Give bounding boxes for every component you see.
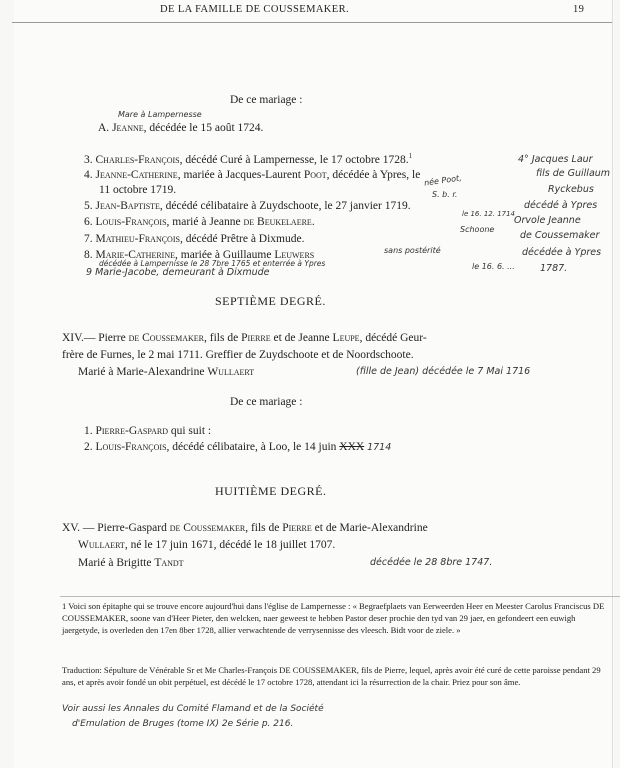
running-header: DE LA FAMILLE DE COUSSEMAKER. xyxy=(160,4,350,15)
entry-num: XIV.— xyxy=(62,332,96,344)
annotation-item-8: sans postérité xyxy=(384,246,441,255)
item-name: Marie-Catherine xyxy=(95,249,175,261)
degree7-line1 xyxy=(62,332,427,344)
item-3 xyxy=(84,152,412,166)
item-num: 6. xyxy=(84,216,93,228)
annotation-margin: 1787. xyxy=(540,263,568,274)
item-a-name: Jeanne xyxy=(112,122,144,134)
item-text: , décédé célibataire, à Loo, le 14 juin xyxy=(166,441,340,453)
item-name: Jean-Baptiste xyxy=(95,200,160,212)
footnote-2: Traduction: Sépulture de Vénérable Sr et Me Charles-François DE COUSSEMAKER, fils de Pierre, lequel, après avoir été curé de cette paroisse pendant 29 ans, et après avoir fondé un obit perpétuel, est décédé le 17 octobre 1728, attendant ici la résurrection de la chair. Priez pour son âme. xyxy=(62,665,601,688)
item-num: 4. xyxy=(84,169,93,181)
item-num: 1. xyxy=(84,425,93,437)
item-5 xyxy=(84,200,411,212)
item-text: , mariée à Guillaume xyxy=(175,249,275,261)
entry-name: Pierre xyxy=(282,522,312,534)
item-text: , marié à Jeanne xyxy=(166,216,244,228)
degree7-line3 xyxy=(78,366,254,378)
item-name2: Leuwers xyxy=(274,249,315,261)
item-name: Louis-François xyxy=(95,441,167,453)
annotation-margin: née Poot, xyxy=(423,173,463,188)
header-rule xyxy=(12,22,612,23)
entry-text: , décédé Geur- xyxy=(359,332,427,344)
item-name: Jeanne-Catherine xyxy=(95,169,178,181)
annotation-margin: le 16. 12. 1714 xyxy=(462,210,516,218)
item-name: Mathieu-François xyxy=(95,233,180,245)
item-text2: . xyxy=(311,216,315,228)
entry-text: Marié à Marie-Alexandrine xyxy=(78,366,208,378)
annotation-date: 1714 xyxy=(367,442,392,453)
footnote-rule xyxy=(60,596,620,597)
degree7-child2 xyxy=(84,441,391,453)
degree8-line1 xyxy=(62,522,428,534)
item-name: Pierre-Gaspard xyxy=(95,425,168,437)
annotation-margin: de Coussemaker xyxy=(520,230,600,241)
item-num: 8. xyxy=(84,249,93,261)
degree8-line2 xyxy=(78,539,335,551)
annotation-top: Mare à Lampernesse xyxy=(118,110,202,119)
item-4 xyxy=(84,169,420,181)
entry-name: Leupe xyxy=(332,332,360,344)
annotation-degree7: (fille de Jean) décédée le 7 Mai 1716 xyxy=(356,366,531,377)
entry-name: Wullaert xyxy=(78,539,125,551)
annotation-margin: Orvole Jeanne xyxy=(514,215,581,226)
item-text: qui suit : xyxy=(167,425,212,437)
entry-text: Marié à Brigitte xyxy=(78,557,155,569)
item-7 xyxy=(84,233,304,245)
degree8-line3 xyxy=(78,557,184,569)
item-a-text: , décédée le 15 août 1724. xyxy=(143,122,264,134)
footnote-annotation-2: d'Emulation de Bruges (tome IX) 2e Série p. 216. xyxy=(72,719,294,729)
entry-text: et de Jeanne xyxy=(270,332,333,344)
item-num: 5. xyxy=(84,200,93,212)
annotation-margin: le 16. 6. ... xyxy=(472,262,515,271)
entry-name: Tandt xyxy=(154,557,184,569)
entry-name: de Coussemaker xyxy=(169,522,246,534)
item-name2: Poot xyxy=(303,169,327,181)
section1-intro: De ce mariage : xyxy=(230,94,303,106)
item-a xyxy=(98,122,263,134)
entry-text: XV. — Pierre-Gaspard xyxy=(62,522,170,534)
item-text: , décédé Prêtre à Dixmude. xyxy=(179,233,305,245)
entry-text: et de Marie-Alexandrine xyxy=(311,522,428,534)
item-num: 3. xyxy=(84,153,93,166)
struck-text: XXX xyxy=(339,441,365,453)
item-4-cont: 11 octobre 1719. xyxy=(99,184,177,196)
item-text: , mariée à Jacques-Laurent xyxy=(177,169,304,181)
entry-text: , fils de xyxy=(204,332,242,344)
item-text: , décédé Curé à Lampernesse, le 17 octobre 1728. xyxy=(179,153,409,166)
footnote-ref: 1 xyxy=(408,152,413,160)
page-edge xyxy=(612,0,613,768)
item-text: , décédé célibataire à Zuydschoote, le 27 janvier 1719. xyxy=(159,200,411,212)
footnote-annotation-1: Voir aussi les Annales du Comité Flamand et de la Société xyxy=(62,704,324,714)
item-text2: , décédée à Ypres, le xyxy=(326,169,421,181)
degree7-line2: frère de Furnes, le 2 mai 1711. Greffier de Zuydschoote et de Noordschoote. xyxy=(62,349,414,361)
degree8-heading: HUITIÈME DEGRÉ. xyxy=(215,484,327,498)
degree7-child1 xyxy=(84,425,211,437)
item-name: Louis-François xyxy=(95,216,167,228)
annotation-margin: décédée à Ypres xyxy=(522,247,602,258)
annotation-item-9: 9 Marie-Jacobe, demeurant à Dixmude xyxy=(86,267,270,278)
entry-text: Pierre xyxy=(95,332,129,344)
degree7-heading: SEPTIÈME DEGRÉ. xyxy=(215,294,326,308)
item-6 xyxy=(84,216,315,228)
annotation-margin: Schoone xyxy=(460,225,495,234)
annotation-item-8b: décédée à Lampernisse le 28 7bre 1765 et enterrée à Ypres xyxy=(99,259,326,268)
entry-text: , né le 17 juin 1671, décédé le 18 juillet 1707. xyxy=(124,539,336,551)
footnote-1: 1 Voici son épitaphe qui se trouve encore aujourd'hui dans l'église de Lampernesse : « Begraefplaets van Eerweerden Heer en Meester Carolus Franciscus DE COUSSEMAKER, soone van d'Heer Pieter, den welcken, naer geweest te hebben Pastor deser prochie den tyd van 29 jaer, en gefondeert een euwigh jaergetyde, is overleden den 17en 8ber 1728, allier verwachtende de verrysennisse des vleesch. Bidt voor de ziele. » xyxy=(62,601,605,636)
annotation-margin: Ryckebus xyxy=(548,184,594,195)
page-number: 19 xyxy=(573,4,585,15)
page xyxy=(14,0,614,768)
entry-name: Wullaert xyxy=(207,366,255,378)
item-name2: de Beukelaere xyxy=(243,216,312,228)
item-a-num: A. xyxy=(98,122,110,134)
annotation-degree8: décédée le 28 8bre 1747. xyxy=(370,557,493,568)
entry-text: , fils de xyxy=(245,522,283,534)
annotation-margin: S. b. r. xyxy=(432,190,458,199)
item-name: Charles-François xyxy=(95,153,180,166)
item-num: 7. xyxy=(84,233,93,245)
annotation-margin: décédé à Ypres xyxy=(524,200,598,211)
entry-name: de Coussemaker xyxy=(128,332,205,344)
entry-name: Pierre xyxy=(241,332,271,344)
annotation-margin: 4° Jacques Laur xyxy=(518,154,593,165)
degree7-intro: De ce mariage : xyxy=(230,396,303,408)
annotation-margin: fils de Guillaum xyxy=(536,168,611,179)
item-num: 2. xyxy=(84,441,93,453)
